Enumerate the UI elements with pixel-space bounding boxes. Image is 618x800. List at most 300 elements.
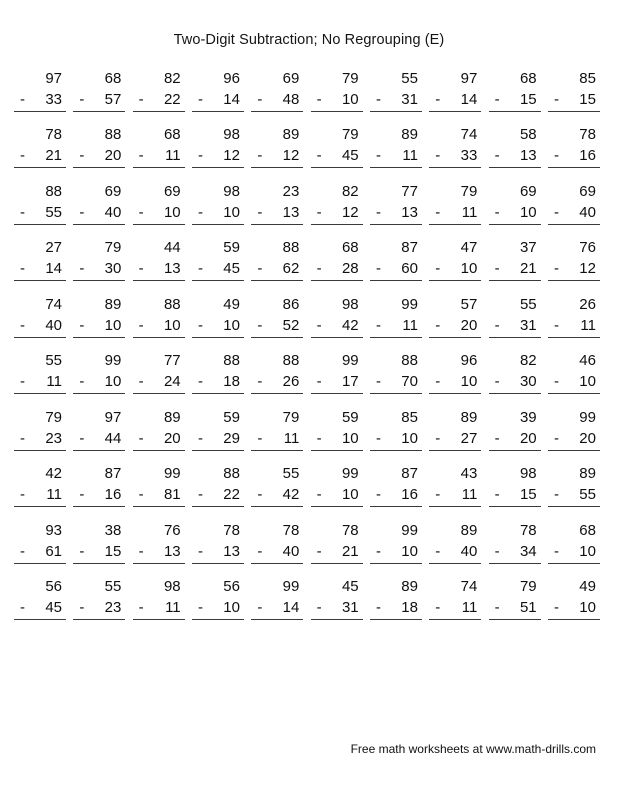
subtraction-problem[interactable] — [370, 463, 422, 507]
subtraction-problem[interactable] — [73, 181, 125, 225]
minus-operator-icon: - — [197, 599, 203, 616]
minus-operator-icon: - — [197, 147, 203, 164]
minus-operator-icon: - — [375, 542, 381, 560]
subtraction-problem[interactable] — [73, 294, 125, 338]
minuend: 89 — [163, 408, 181, 426]
subtrahend-line — [311, 371, 363, 394]
subtrahend-line — [251, 484, 303, 507]
subtraction-problem[interactable] — [370, 181, 422, 225]
subtraction-problem[interactable] — [370, 576, 422, 620]
minuend: 99 — [104, 352, 122, 369]
subtraction-problem[interactable] — [73, 237, 125, 281]
subtrahend: 14 — [282, 599, 300, 616]
subtrahend-line — [251, 597, 303, 620]
minuend: 79 — [341, 126, 359, 143]
subtrahend: 61 — [45, 542, 62, 560]
minus-operator-icon: - — [20, 316, 25, 334]
minuend: 74 — [460, 126, 478, 143]
subtrahend: 10 — [341, 90, 359, 108]
subtraction-problem[interactable] — [370, 407, 422, 451]
minuend: 49 — [223, 295, 240, 313]
subtrahend: 40 — [45, 316, 62, 334]
minus-operator-icon: - — [79, 260, 85, 277]
minus-operator-icon: - — [257, 486, 263, 503]
subtraction-problem[interactable] — [133, 520, 185, 564]
subtrahend: 10 — [519, 203, 537, 221]
subtraction-problem[interactable] — [429, 407, 481, 451]
minus-operator-icon: - — [316, 316, 322, 334]
subtraction-problem[interactable] — [14, 463, 66, 507]
subtrahend-line — [429, 145, 481, 168]
subtrahend: 21 — [45, 147, 62, 164]
minus-operator-icon: - — [435, 373, 441, 390]
minus-operator-icon: - — [494, 429, 500, 447]
subtraction-problem[interactable] — [429, 350, 481, 394]
minus-operator-icon: - — [20, 260, 25, 277]
minuend: 98 — [341, 295, 359, 313]
subtraction-problem[interactable] — [548, 181, 600, 225]
minuend: 79 — [460, 182, 478, 200]
subtrahend: 10 — [401, 429, 418, 447]
subtrahend-line — [73, 315, 125, 338]
subtraction-problem[interactable] — [489, 124, 541, 168]
subtrahend: 20 — [579, 429, 596, 447]
minus-operator-icon: - — [197, 542, 203, 560]
minus-operator-icon: - — [316, 373, 322, 390]
minus-operator-icon: - — [79, 203, 85, 221]
subtrahend: 28 — [341, 260, 359, 277]
subtraction-problem[interactable] — [311, 407, 363, 451]
subtrahend-line — [251, 89, 303, 112]
subtraction-problem[interactable] — [133, 463, 185, 507]
subtrahend: 20 — [519, 429, 537, 447]
subtrahend: 13 — [163, 260, 181, 277]
subtraction-problem[interactable] — [548, 463, 600, 507]
minus-operator-icon: - — [197, 260, 203, 277]
subtrahend-line — [192, 258, 244, 281]
subtraction-problem[interactable] — [489, 463, 541, 507]
subtraction-problem[interactable] — [73, 68, 125, 112]
subtraction-problem[interactable] — [14, 520, 66, 564]
subtrahend: 13 — [163, 542, 181, 560]
minus-operator-icon: - — [375, 203, 381, 221]
problem-grid — [0, 68, 618, 621]
subtraction-problem[interactable] — [429, 124, 481, 168]
subtraction-problem[interactable] — [429, 576, 481, 620]
subtrahend-line — [370, 371, 422, 394]
minus-operator-icon: - — [79, 373, 85, 390]
subtraction-problem[interactable] — [133, 350, 185, 394]
subtraction-problem[interactable] — [192, 407, 244, 451]
subtraction-problem[interactable] — [548, 237, 600, 281]
minuend: 56 — [45, 578, 62, 595]
minus-operator-icon: - — [494, 90, 500, 108]
footer-attribution: Free math worksheets at www.math-drills.com — [350, 742, 596, 756]
subtrahend-line — [251, 145, 303, 168]
subtrahend: 18 — [401, 599, 418, 616]
minuend: 74 — [45, 295, 62, 313]
minuend: 43 — [460, 465, 478, 482]
minuend: 78 — [223, 521, 240, 539]
minus-operator-icon: - — [316, 90, 322, 108]
minus-operator-icon: - — [494, 542, 500, 560]
subtrahend: 14 — [223, 90, 240, 108]
subtrahend: 11 — [461, 486, 478, 503]
minuend: 79 — [282, 408, 300, 426]
subtraction-problem[interactable] — [73, 576, 125, 620]
subtrahend: 22 — [163, 90, 181, 108]
minuend: 89 — [104, 295, 122, 313]
subtraction-problem[interactable] — [192, 463, 244, 507]
subtraction-problem[interactable] — [14, 576, 66, 620]
subtraction-problem[interactable] — [370, 68, 422, 112]
subtrahend-line — [133, 89, 185, 112]
minuend: 68 — [104, 69, 122, 87]
minus-operator-icon: - — [553, 542, 559, 560]
subtraction-problem[interactable] — [489, 237, 541, 281]
subtraction-problem[interactable] — [311, 576, 363, 620]
minuend: 98 — [163, 578, 181, 595]
subtrahend: 24 — [163, 373, 181, 390]
subtraction-problem[interactable] — [489, 576, 541, 620]
subtrahend-line — [133, 202, 185, 225]
minuend: 85 — [401, 408, 418, 426]
minus-operator-icon: - — [435, 316, 441, 334]
minus-operator-icon: - — [435, 542, 441, 560]
subtraction-problem[interactable] — [489, 68, 541, 112]
minuend: 78 — [282, 521, 300, 539]
subtrahend: 15 — [579, 90, 596, 108]
subtrahend: 17 — [341, 373, 359, 390]
minus-operator-icon: - — [257, 429, 263, 447]
subtrahend: 45 — [223, 260, 240, 277]
minus-operator-icon: - — [138, 486, 144, 503]
subtraction-problem[interactable] — [192, 294, 244, 338]
subtrahend: 31 — [401, 90, 418, 108]
subtraction-problem[interactable] — [14, 407, 66, 451]
subtrahend-line — [192, 89, 244, 112]
subtrahend-line — [548, 371, 600, 394]
minus-operator-icon: - — [435, 486, 441, 503]
minuend: 82 — [519, 352, 537, 369]
subtrahend: 23 — [45, 429, 62, 447]
minuend: 78 — [519, 521, 537, 539]
subtraction-problem[interactable] — [429, 181, 481, 225]
subtrahend-line — [192, 202, 244, 225]
subtraction-problem[interactable] — [192, 520, 244, 564]
subtraction-problem[interactable] — [429, 520, 481, 564]
subtraction-problem[interactable] — [133, 237, 185, 281]
subtrahend-line — [133, 541, 185, 564]
subtrahend-line — [251, 258, 303, 281]
subtraction-problem[interactable] — [251, 350, 303, 394]
subtraction-problem[interactable] — [192, 576, 244, 620]
minuend: 88 — [223, 465, 240, 482]
subtrahend-line — [370, 315, 422, 338]
subtrahend: 31 — [341, 599, 359, 616]
subtrahend-line — [133, 315, 185, 338]
subtraction-problem[interactable] — [14, 68, 66, 112]
subtrahend: 31 — [519, 316, 537, 334]
subtraction-problem[interactable] — [489, 407, 541, 451]
subtrahend-line — [251, 315, 303, 338]
minus-operator-icon: - — [494, 203, 500, 221]
subtrahend: 14 — [460, 90, 478, 108]
minuend: 87 — [104, 465, 122, 482]
subtraction-problem[interactable] — [14, 181, 66, 225]
subtrahend: 20 — [163, 429, 181, 447]
subtraction-problem[interactable] — [14, 237, 66, 281]
minuend: 85 — [579, 69, 596, 87]
subtraction-problem[interactable] — [311, 237, 363, 281]
minuend: 76 — [163, 521, 181, 539]
subtraction-problem[interactable] — [548, 576, 600, 620]
minus-operator-icon: - — [20, 429, 25, 447]
minus-operator-icon: - — [138, 373, 144, 390]
subtrahend-line — [311, 258, 363, 281]
minus-operator-icon: - — [197, 486, 203, 503]
subtrahend-line — [14, 145, 66, 168]
minus-operator-icon: - — [494, 373, 500, 390]
minus-operator-icon: - — [435, 429, 441, 447]
subtraction-problem[interactable] — [489, 350, 541, 394]
subtraction-problem[interactable] — [311, 294, 363, 338]
subtraction-problem[interactable] — [429, 237, 481, 281]
subtrahend: 11 — [580, 316, 596, 334]
subtraction-problem[interactable] — [548, 68, 600, 112]
subtrahend: 12 — [223, 147, 240, 164]
subtraction-problem[interactable] — [251, 237, 303, 281]
minuend: 89 — [401, 126, 418, 143]
subtraction-problem[interactable] — [429, 463, 481, 507]
subtraction-problem[interactable] — [192, 237, 244, 281]
subtrahend-line — [14, 541, 66, 564]
subtrahend-line — [311, 484, 363, 507]
subtrahend: 12 — [282, 147, 300, 164]
problem-row — [14, 124, 600, 168]
subtrahend-line — [548, 145, 600, 168]
subtrahend-line — [370, 145, 422, 168]
subtraction-problem[interactable] — [489, 520, 541, 564]
minus-operator-icon: - — [435, 599, 441, 616]
minuend: 55 — [282, 465, 300, 482]
subtraction-problem[interactable] — [311, 463, 363, 507]
subtrahend: 11 — [402, 316, 418, 334]
subtrahend-line — [370, 484, 422, 507]
minus-operator-icon: - — [375, 486, 381, 503]
minuend: 88 — [282, 352, 300, 369]
minus-operator-icon: - — [138, 260, 144, 277]
minus-operator-icon: - — [138, 542, 144, 560]
problem-row — [14, 576, 600, 620]
subtrahend: 51 — [519, 599, 537, 616]
minus-operator-icon: - — [257, 147, 263, 164]
minus-operator-icon: - — [79, 90, 85, 108]
subtrahend-line — [370, 541, 422, 564]
subtrahend: 18 — [223, 373, 240, 390]
subtrahend: 10 — [579, 373, 596, 390]
subtraction-problem[interactable] — [251, 181, 303, 225]
subtrahend-line — [251, 428, 303, 451]
subtraction-problem[interactable] — [251, 463, 303, 507]
minus-operator-icon: - — [79, 429, 85, 447]
subtraction-problem[interactable] — [370, 520, 422, 564]
subtraction-problem[interactable] — [133, 181, 185, 225]
subtrahend: 10 — [401, 542, 418, 560]
minus-operator-icon: - — [20, 542, 25, 560]
subtraction-problem[interactable] — [14, 350, 66, 394]
minus-operator-icon: - — [316, 599, 322, 616]
subtrahend-line — [14, 89, 66, 112]
minus-operator-icon: - — [375, 90, 381, 108]
subtraction-problem[interactable] — [251, 294, 303, 338]
minuend: 55 — [104, 578, 122, 595]
subtraction-problem[interactable] — [489, 294, 541, 338]
subtraction-problem[interactable] — [370, 237, 422, 281]
subtraction-problem[interactable] — [133, 68, 185, 112]
minus-operator-icon: - — [257, 373, 263, 390]
subtraction-problem[interactable] — [251, 124, 303, 168]
subtraction-problem[interactable] — [251, 407, 303, 451]
minus-operator-icon: - — [197, 316, 203, 334]
minus-operator-icon: - — [553, 599, 559, 616]
minuend: 86 — [282, 295, 300, 313]
subtrahend-line — [548, 202, 600, 225]
subtrahend-line — [548, 89, 600, 112]
minuend: 69 — [519, 182, 537, 200]
minuend: 68 — [579, 521, 596, 539]
subtraction-problem[interactable] — [73, 407, 125, 451]
subtraction-problem[interactable] — [251, 576, 303, 620]
minus-operator-icon: - — [20, 486, 25, 503]
subtraction-problem[interactable] — [73, 350, 125, 394]
subtrahend-line — [73, 258, 125, 281]
subtraction-problem[interactable] — [192, 181, 244, 225]
subtrahend: 12 — [579, 260, 596, 277]
subtraction-problem[interactable] — [73, 463, 125, 507]
minuend: 59 — [223, 408, 240, 426]
subtraction-problem[interactable] — [548, 294, 600, 338]
subtraction-problem[interactable] — [251, 520, 303, 564]
subtrahend: 20 — [104, 147, 122, 164]
subtrahend: 10 — [460, 260, 478, 277]
subtraction-problem[interactable] — [311, 124, 363, 168]
subtraction-problem[interactable] — [133, 576, 185, 620]
minuend: 27 — [45, 239, 62, 256]
subtrahend-line — [311, 315, 363, 338]
subtraction-problem[interactable] — [548, 350, 600, 394]
minuend: 47 — [460, 239, 478, 256]
minus-operator-icon: - — [553, 429, 559, 447]
minus-operator-icon: - — [435, 203, 441, 221]
minuend: 99 — [341, 465, 359, 482]
subtrahend-line — [429, 484, 481, 507]
minuend: 99 — [579, 408, 596, 426]
subtraction-problem[interactable] — [14, 294, 66, 338]
subtraction-problem[interactable] — [192, 68, 244, 112]
subtrahend-line — [192, 371, 244, 394]
subtraction-problem[interactable] — [251, 68, 303, 112]
minus-operator-icon: - — [316, 429, 322, 447]
subtraction-problem[interactable] — [133, 124, 185, 168]
subtrahend-line — [192, 541, 244, 564]
subtrahend-line — [14, 428, 66, 451]
subtrahend-line — [251, 202, 303, 225]
minuend: 69 — [579, 182, 596, 200]
subtrahend-line — [489, 541, 541, 564]
subtraction-problem[interactable] — [133, 294, 185, 338]
subtrahend-line — [192, 484, 244, 507]
subtraction-problem[interactable] — [311, 350, 363, 394]
subtraction-problem[interactable] — [73, 124, 125, 168]
minuend: 45 — [341, 578, 359, 595]
subtraction-problem[interactable] — [548, 124, 600, 168]
subtraction-problem[interactable] — [489, 181, 541, 225]
subtrahend: 15 — [519, 486, 537, 503]
subtrahend-line — [548, 258, 600, 281]
subtrahend: 30 — [104, 260, 122, 277]
minuend: 55 — [519, 295, 537, 313]
subtraction-problem[interactable] — [311, 520, 363, 564]
subtraction-problem[interactable] — [311, 181, 363, 225]
subtraction-problem[interactable] — [192, 124, 244, 168]
problem-row — [14, 463, 600, 507]
subtrahend: 23 — [104, 599, 122, 616]
subtraction-problem[interactable] — [192, 350, 244, 394]
subtraction-problem[interactable] — [548, 520, 600, 564]
subtraction-problem[interactable] — [429, 68, 481, 112]
minuend: 89 — [579, 465, 596, 482]
subtrahend-line — [370, 89, 422, 112]
subtraction-problem[interactable] — [370, 350, 422, 394]
subtraction-problem[interactable] — [73, 520, 125, 564]
minus-operator-icon: - — [494, 486, 500, 503]
subtraction-problem[interactable] — [311, 68, 363, 112]
subtrahend-line — [311, 145, 363, 168]
subtrahend-line — [14, 484, 66, 507]
minuend: 39 — [519, 408, 537, 426]
subtrahend-line — [73, 202, 125, 225]
subtraction-problem[interactable] — [370, 294, 422, 338]
subtrahend-line — [548, 541, 600, 564]
subtrahend: 45 — [341, 147, 359, 164]
subtrahend: 12 — [341, 203, 359, 221]
problem-row — [14, 294, 600, 338]
subtraction-problem[interactable] — [370, 124, 422, 168]
subtrahend-line — [548, 428, 600, 451]
subtrahend-line — [429, 371, 481, 394]
minus-operator-icon: - — [494, 147, 500, 164]
subtraction-problem[interactable] — [133, 407, 185, 451]
minus-operator-icon: - — [257, 90, 263, 108]
subtrahend: 13 — [519, 147, 537, 164]
minuend: 99 — [341, 352, 359, 369]
subtrahend-line — [14, 202, 66, 225]
subtraction-problem[interactable] — [14, 124, 66, 168]
subtrahend-line — [548, 484, 600, 507]
subtrahend-line — [73, 145, 125, 168]
subtrahend-line — [429, 541, 481, 564]
minuend: 98 — [223, 126, 240, 143]
subtrahend-line — [73, 597, 125, 620]
minuend: 56 — [223, 578, 240, 595]
minuend: 23 — [282, 182, 300, 200]
subtrahend-line — [133, 597, 185, 620]
minuend: 89 — [401, 578, 418, 595]
subtraction-problem[interactable] — [429, 294, 481, 338]
subtrahend: 10 — [163, 316, 181, 334]
subtraction-problem[interactable] — [548, 407, 600, 451]
